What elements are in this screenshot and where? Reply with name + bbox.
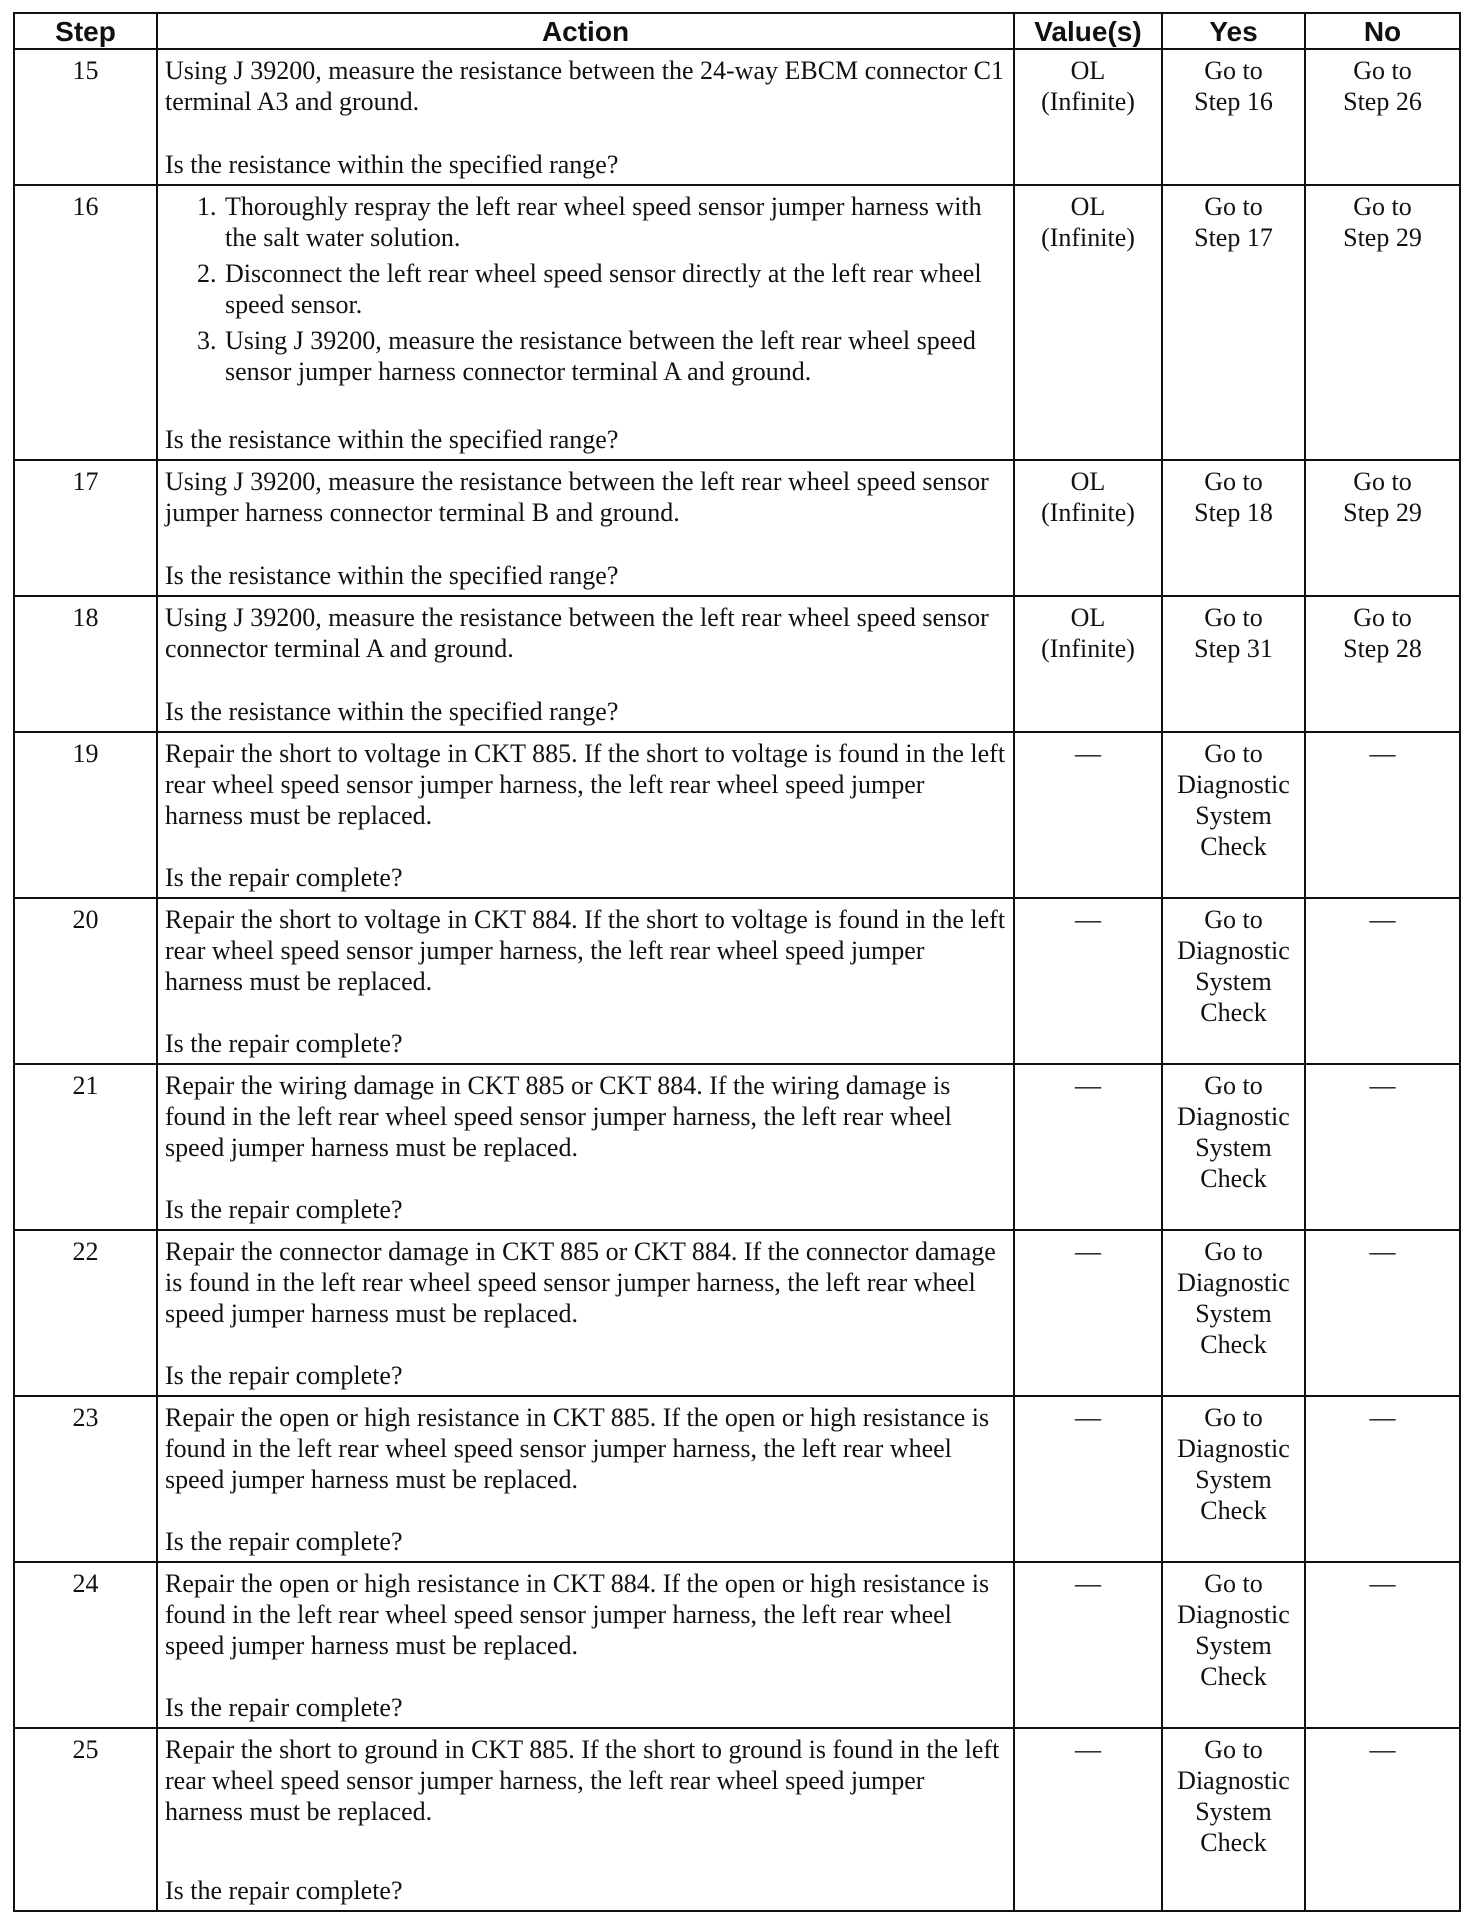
no-cell (1305, 1230, 1460, 1396)
header-yes: Yes (1162, 13, 1305, 49)
action-content (165, 1402, 1006, 1557)
yes-text: Step 31 (1194, 634, 1273, 663)
no-text: — (1369, 1735, 1396, 1764)
yes-text: Go to (1204, 905, 1263, 934)
action-cell (157, 49, 1014, 185)
value-text: OL (1070, 192, 1106, 221)
no-text: Step 29 (1343, 223, 1422, 252)
no-text: Step 26 (1343, 87, 1422, 116)
action-content (165, 191, 1006, 455)
no-text: — (1369, 1237, 1396, 1266)
no-cell (1305, 732, 1460, 898)
value-cell (1014, 596, 1162, 732)
yes-text: Diagnostic (1177, 1434, 1290, 1463)
yes-text: Check (1200, 832, 1267, 861)
value-text: — (1075, 1237, 1101, 1266)
value-text: (Infinite) (1041, 634, 1135, 663)
no-text: Go to (1353, 603, 1412, 632)
table-row (14, 1064, 1460, 1230)
table-row (14, 185, 1460, 460)
no-text: — (1369, 739, 1396, 768)
no-text: Step 29 (1343, 498, 1422, 527)
no-cell (1305, 1562, 1460, 1728)
table-row (14, 460, 1460, 596)
step-number: 17 (14, 460, 157, 596)
action-text: Repair the short to ground in CKT 885. If the short to ground is found in the left rear wheel speed sensor jumper harness, the left rear wheel speed jumper harness must be replaced. (165, 1735, 1000, 1826)
yes-text: Check (1200, 998, 1267, 1027)
action-cell (157, 185, 1014, 460)
yes-text: Go to (1204, 192, 1263, 221)
yes-text: Step 16 (1194, 87, 1273, 116)
yes-text: Diagnostic (1177, 770, 1290, 799)
yes-cell (1162, 185, 1305, 460)
table-row (14, 596, 1460, 732)
value-text: OL (1070, 56, 1106, 85)
value-text: — (1075, 1735, 1101, 1764)
action-cell (157, 898, 1014, 1064)
value-cell (1014, 460, 1162, 596)
action-question: Is the repair complete? (165, 1029, 403, 1058)
no-text: — (1369, 1403, 1396, 1432)
yes-text: Go to (1204, 56, 1263, 85)
yes-text: System (1195, 1465, 1272, 1494)
yes-cell (1162, 1562, 1305, 1728)
yes-text: Diagnostic (1177, 1766, 1290, 1795)
action-question: Is the resistance within the specified range? (165, 561, 619, 590)
yes-text: Diagnostic (1177, 1268, 1290, 1297)
header-step: Step (14, 13, 157, 49)
yes-text: Check (1200, 1164, 1267, 1193)
yes-text: Go to (1204, 739, 1263, 768)
action-question: Is the resistance within the specified range? (165, 150, 619, 179)
value-text: (Infinite) (1041, 498, 1135, 527)
yes-text: Go to (1204, 1237, 1263, 1266)
no-text: Go to (1353, 56, 1412, 85)
no-text: — (1369, 1569, 1396, 1598)
no-cell (1305, 185, 1460, 460)
step-number: 21 (14, 1064, 157, 1230)
yes-text: Check (1200, 1828, 1267, 1857)
action-question: Is the repair complete? (165, 863, 403, 892)
action-cell (157, 596, 1014, 732)
substep-item: 2. Disconnect the left rear wheel speed sensor directly at the left rear wheel speed sensor. (223, 258, 1006, 320)
step-number: 16 (14, 185, 157, 460)
step-number: 24 (14, 1562, 157, 1728)
table-row (14, 732, 1460, 898)
action-text: Using J 39200, measure the resistance between the left rear wheel speed sensor connector terminal A and ground. (165, 603, 989, 663)
yes-text: System (1195, 967, 1272, 996)
step-number: 19 (14, 732, 157, 898)
no-text: Go to (1353, 192, 1412, 221)
action-content (165, 1734, 1006, 1906)
yes-text: Diagnostic (1177, 1600, 1290, 1629)
header-values: Value(s) (1014, 13, 1162, 49)
yes-text: Go to (1204, 1569, 1263, 1598)
value-text: OL (1070, 467, 1106, 496)
value-text: (Infinite) (1041, 87, 1135, 116)
yes-cell (1162, 49, 1305, 185)
value-cell (1014, 1396, 1162, 1562)
table-row (14, 1230, 1460, 1396)
value-text: (Infinite) (1041, 223, 1135, 252)
no-text: — (1369, 905, 1396, 934)
action-text: Using J 39200, measure the resistance between the left rear wheel speed sensor jumper harness connector terminal B and ground. (165, 467, 989, 527)
value-text: — (1075, 905, 1101, 934)
yes-text: Check (1200, 1662, 1267, 1691)
yes-text: Go to (1204, 1071, 1263, 1100)
action-text: Repair the wiring damage in CKT 885 or CKT 884. If the wiring damage is found in the left rear wheel speed sensor jumper harness, the left rear wheel speed jumper harness must be replaced. (165, 1071, 952, 1162)
yes-text: Go to (1204, 603, 1263, 632)
yes-text: Diagnostic (1177, 936, 1290, 965)
yes-cell (1162, 1396, 1305, 1562)
value-cell (1014, 898, 1162, 1064)
table-row (14, 1562, 1460, 1728)
substep-item: 3. Using J 39200, measure the resistance between the left rear wheel speed sensor jumper harness connector terminal A and ground. (223, 325, 1006, 387)
header-action: Action (157, 13, 1014, 49)
yes-text: Go to (1204, 467, 1263, 496)
yes-cell (1162, 1064, 1305, 1230)
action-text: Using J 39200, measure the resistance between the 24-way EBCM connector C1 terminal A3 and ground. (165, 56, 1005, 116)
action-question: Is the resistance within the specified range? (165, 697, 619, 726)
header-row (14, 13, 1460, 49)
diagnostic-table (13, 12, 1461, 1912)
action-question: Is the resistance within the specified range? (165, 425, 619, 454)
value-cell (1014, 732, 1162, 898)
no-cell (1305, 1396, 1460, 1562)
header-no: No (1305, 13, 1460, 49)
action-cell (157, 460, 1014, 596)
value-cell (1014, 1562, 1162, 1728)
no-text: Step 28 (1343, 634, 1422, 663)
no-cell (1305, 49, 1460, 185)
action-question: Is the repair complete? (165, 1361, 403, 1390)
action-cell (157, 1562, 1014, 1728)
value-text: — (1075, 1071, 1101, 1100)
yes-text: Diagnostic (1177, 1102, 1290, 1131)
action-content (165, 602, 1006, 727)
value-text: — (1075, 739, 1101, 768)
action-cell (157, 732, 1014, 898)
action-content (165, 904, 1006, 1059)
action-cell (157, 1728, 1014, 1911)
step-number: 15 (14, 49, 157, 185)
no-text: — (1369, 1071, 1396, 1100)
action-cell (157, 1396, 1014, 1562)
yes-text: Check (1200, 1330, 1267, 1359)
value-cell (1014, 185, 1162, 460)
action-text: Repair the short to voltage in CKT 884. If the short to voltage is found in the left rear wheel speed sensor jumper harness, the left rear wheel speed jumper harness must be replaced. (165, 905, 1006, 996)
yes-text: System (1195, 1631, 1272, 1660)
action-content (165, 738, 1006, 893)
yes-text: Step 18 (1194, 498, 1273, 527)
action-text: Repair the short to voltage in CKT 885. If the short to voltage is found in the left rear wheel speed sensor jumper harness, the left rear wheel speed jumper harness must be replaced. (165, 739, 1006, 830)
value-cell (1014, 49, 1162, 185)
no-cell (1305, 460, 1460, 596)
value-cell (1014, 1230, 1162, 1396)
no-text: Go to (1353, 467, 1412, 496)
substep-item: 1. Thoroughly respray the left rear wheel speed sensor jumper harness with the salt water solution. (223, 191, 1006, 253)
yes-text: Step 17 (1194, 223, 1273, 252)
yes-text: Go to (1204, 1403, 1263, 1432)
action-text: Repair the open or high resistance in CKT 884. If the open or high resistance is found in the left rear wheel speed sensor jumper harness, the left rear wheel speed jumper harness must be replaced. (165, 1569, 990, 1660)
step-number: 20 (14, 898, 157, 1064)
table-row (14, 1728, 1460, 1911)
action-text: Repair the connector damage in CKT 885 or CKT 884. If the connector damage is found in the left rear wheel speed sensor jumper harness, the left rear wheel speed jumper harness must be replaced. (165, 1237, 996, 1328)
table-row (14, 898, 1460, 1064)
step-number: 18 (14, 596, 157, 732)
value-cell (1014, 1728, 1162, 1911)
action-content (165, 1236, 1006, 1391)
action-question: Is the repair complete? (165, 1693, 403, 1722)
value-text: OL (1070, 603, 1106, 632)
no-cell (1305, 596, 1460, 732)
action-question: Is the repair complete? (165, 1195, 403, 1224)
value-cell (1014, 1064, 1162, 1230)
table-row (14, 49, 1460, 185)
yes-cell (1162, 460, 1305, 596)
step-number: 25 (14, 1728, 157, 1911)
yes-text: Go to (1204, 1735, 1263, 1764)
yes-cell (1162, 1728, 1305, 1911)
substep-list (165, 191, 1006, 392)
yes-cell (1162, 898, 1305, 1064)
yes-cell (1162, 732, 1305, 898)
action-content (165, 466, 1006, 591)
no-cell (1305, 1728, 1460, 1911)
table-row (14, 1396, 1460, 1562)
action-question: Is the repair complete? (165, 1527, 403, 1556)
step-number: 23 (14, 1396, 157, 1562)
action-content (165, 55, 1006, 180)
yes-cell (1162, 1230, 1305, 1396)
yes-cell (1162, 596, 1305, 732)
value-text: — (1075, 1569, 1101, 1598)
value-text: — (1075, 1403, 1101, 1432)
no-cell (1305, 1064, 1460, 1230)
yes-text: System (1195, 1797, 1272, 1826)
action-cell (157, 1064, 1014, 1230)
yes-text: System (1195, 1133, 1272, 1162)
action-content (165, 1568, 1006, 1723)
yes-text: System (1195, 1299, 1272, 1328)
yes-text: Check (1200, 1496, 1267, 1525)
action-question: Is the repair complete? (165, 1876, 403, 1905)
action-content (165, 1070, 1006, 1225)
step-number: 22 (14, 1230, 157, 1396)
yes-text: System (1195, 801, 1272, 830)
no-cell (1305, 898, 1460, 1064)
action-cell (157, 1230, 1014, 1396)
action-text: Repair the open or high resistance in CKT 885. If the open or high resistance is found in the left rear wheel speed sensor jumper harness, the left rear wheel speed jumper harness must be replaced. (165, 1403, 990, 1494)
